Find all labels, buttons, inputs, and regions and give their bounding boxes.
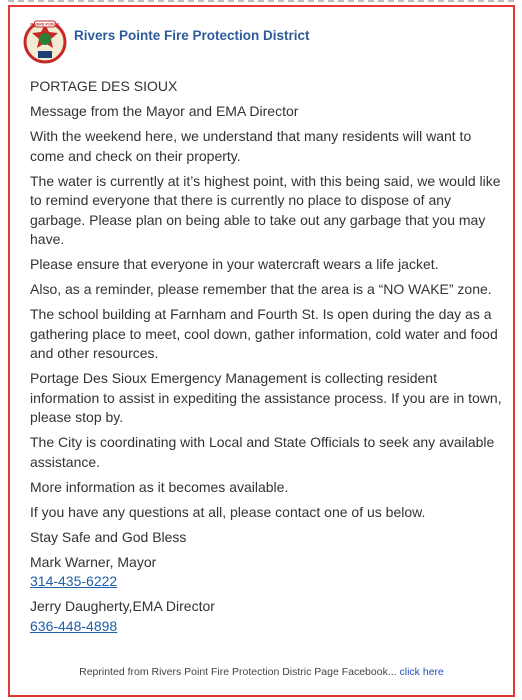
paragraph: The water is currently at it’s highest point, with this being said, we would like to remind everyone that there is currently no place to dispose of any garbage. Please plan on being able to take out any garbage that you may have. — [30, 172, 501, 247]
contact-block — [30, 553, 504, 592]
paragraph: The City is coordinating with Local and State Officials to seek any available assistance. — [30, 434, 495, 470]
page-header — [22, 16, 310, 64]
fire-district-badge-icon — [22, 15, 68, 65]
paragraph: If you have any questions at all, please contact one of us below. — [30, 503, 426, 520]
paragraph: Please ensure that everyone in your watercraft wears a life jacket. — [30, 256, 439, 272]
message-body — [30, 77, 504, 642]
contact-phone-link[interactable]: 314-435-6222 — [30, 573, 118, 589]
click-here-link[interactable]: click here — [399, 666, 444, 678]
paragraph: More information as it becomes available. — [30, 478, 289, 495]
footer — [8, 666, 515, 678]
paragraph: Stay Safe and God Bless — [30, 528, 187, 545]
contact-block — [30, 597, 504, 636]
footer-text: Reprinted from Rivers Point Fire Protection Distric Page Facebook... — [79, 666, 397, 678]
contact-phone-link[interactable]: 636-448-4898 — [30, 617, 118, 634]
paragraph: The school building at Farnham and Fourth St. Is open during the day as a gathering place to meet, cool down, gather information, cold water and food and other resources. — [30, 306, 498, 361]
top-dashed-divider — [8, 0, 514, 4]
contact-name: Mark Warner, Mayor — [30, 553, 157, 570]
message-subject: Message from the Mayor and EMA Director — [30, 103, 299, 119]
paragraph: With the weekend here, we understand that many residents will want to come and check on their property. — [30, 128, 472, 164]
page-title: Rivers Pointe Fire Protection District — [74, 27, 310, 43]
paragraph: Also, as a reminder, please remember that the area is a “NO WAKE” zone. — [30, 281, 492, 297]
contact-name: Jerry Daugherty,EMA Director — [30, 598, 215, 614]
location-heading: PORTAGE DES SIOUX — [30, 78, 178, 94]
logo-ribbon-text: RIVERS POINTE — [30, 22, 60, 27]
paragraph: Portage Des Sioux Emergency Management is collecting resident information to assist in expediting the assistance process. If you are in town, please stop by. — [30, 370, 502, 425]
